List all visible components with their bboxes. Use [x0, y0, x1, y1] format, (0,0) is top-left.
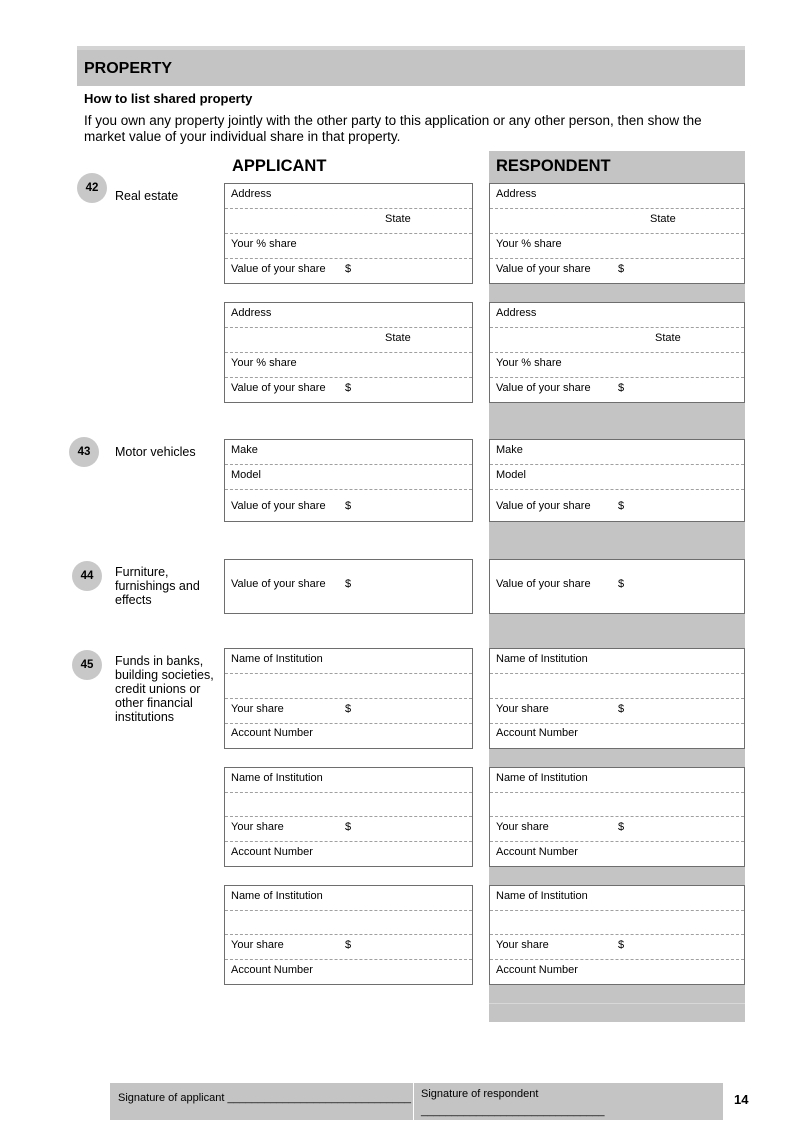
value-share-field[interactable]: Value of your share $: [231, 500, 352, 512]
respondent-signature-line: ______________________________: [421, 1105, 605, 1117]
value-share-field[interactable]: Value of your share $: [231, 382, 352, 394]
applicant-furniture: [224, 559, 473, 614]
your-share-field[interactable]: Your share $: [490, 935, 744, 960]
applicant-funds-1: [224, 648, 473, 749]
question-label-funds: Funds in banks, building societies, credit unions or other financial institutions: [115, 654, 214, 724]
state-field[interactable]: State: [225, 209, 472, 234]
respondent-real-estate-2: [489, 302, 745, 403]
account-number-field[interactable]: Account Number: [231, 727, 313, 739]
respondent-signature-label: Signature of respondent: [421, 1088, 539, 1100]
value-share-field[interactable]: Value of your share $: [496, 500, 625, 512]
institution-field-continued[interactable]: [225, 911, 472, 935]
percent-share-field[interactable]: Your % share: [490, 234, 744, 259]
applicant-real-estate-2: [224, 302, 473, 403]
value-share-field[interactable]: Value of your share $: [231, 263, 352, 275]
question-number-43: 43: [69, 437, 99, 467]
question-number-42: 42: [77, 173, 107, 203]
respondent-furniture: [489, 559, 745, 614]
your-share-field[interactable]: Your share $: [225, 699, 472, 724]
state-field[interactable]: State: [490, 209, 744, 234]
respondent-heading: RESPONDENT: [496, 157, 611, 175]
account-number-field[interactable]: Account Number: [231, 846, 313, 858]
address-field[interactable]: Address: [225, 184, 472, 209]
respondent-funds-1: [489, 648, 745, 749]
respondent-motor-vehicle: [489, 439, 745, 522]
make-field[interactable]: Make: [490, 440, 744, 465]
respondent-signature-block[interactable]: [421, 1086, 605, 1120]
institution-field-continued[interactable]: [490, 793, 744, 817]
model-field[interactable]: Model: [490, 465, 744, 490]
state-field[interactable]: State: [225, 328, 472, 353]
institution-field[interactable]: Name of Institution: [225, 886, 472, 911]
institution-field[interactable]: Name of Institution: [490, 649, 744, 674]
signature-divider: [413, 1083, 414, 1120]
institution-field[interactable]: Name of Institution: [490, 886, 744, 911]
question-number-44: 44: [72, 561, 102, 591]
address-field[interactable]: Address: [225, 303, 472, 328]
institution-field-continued[interactable]: [490, 674, 744, 699]
address-field[interactable]: Address: [490, 303, 744, 328]
question-number-45: 45: [72, 650, 102, 680]
applicant-real-estate-1: [224, 183, 473, 284]
applicant-funds-3: [224, 885, 473, 985]
account-number-field[interactable]: Account Number: [496, 964, 578, 976]
value-share-field[interactable]: Value of your share $: [231, 578, 352, 590]
account-number-field[interactable]: Account Number: [231, 964, 313, 976]
applicant-funds-2: [224, 767, 473, 867]
applicant-heading: APPLICANT: [232, 157, 327, 175]
applicant-motor-vehicle: [224, 439, 473, 522]
subheading: How to list shared property: [84, 91, 253, 106]
your-share-field[interactable]: Your share $: [225, 817, 472, 842]
account-number-field[interactable]: Account Number: [496, 727, 578, 739]
your-share-field[interactable]: Your share $: [490, 817, 744, 842]
percent-share-field[interactable]: Your % share: [490, 353, 744, 378]
respondent-real-estate-1: [489, 183, 745, 284]
make-field[interactable]: Make: [225, 440, 472, 465]
section-header: [77, 50, 745, 86]
applicant-signature-line[interactable]: Signature of applicant ______________________________: [118, 1092, 411, 1104]
value-share-field[interactable]: Value of your share $: [496, 382, 625, 394]
your-share-field[interactable]: Your share $: [490, 699, 744, 724]
address-field[interactable]: Address: [490, 184, 744, 209]
your-share-field[interactable]: Your share $: [225, 935, 472, 960]
model-field[interactable]: Model: [225, 465, 472, 490]
institution-field[interactable]: Name of Institution: [225, 649, 472, 674]
question-label-real-estate: Real estate: [115, 189, 179, 203]
respondent-divider: [489, 1003, 745, 1004]
institution-field-continued[interactable]: [225, 793, 472, 817]
respondent-funds-2: [489, 767, 745, 867]
institution-field-continued[interactable]: [225, 674, 472, 699]
institution-field[interactable]: Name of Institution: [490, 768, 744, 793]
section-title: PROPERTY: [84, 60, 173, 77]
institution-field-continued[interactable]: [490, 911, 744, 935]
respondent-funds-3: [489, 885, 745, 985]
value-share-field[interactable]: Value of your share $: [496, 263, 625, 275]
page-number: 14: [734, 1092, 749, 1107]
account-number-field[interactable]: Account Number: [496, 846, 578, 858]
value-share-field[interactable]: Value of your share $: [496, 578, 625, 590]
percent-share-field[interactable]: Your % share: [225, 353, 472, 378]
percent-share-field[interactable]: Your % share: [225, 234, 472, 259]
intro-text: If you own any property jointly with the other party to this application or any other person, then show the market value of your individual share in that property.: [84, 113, 702, 144]
question-label-furniture: Furniture, furnishings and effects: [115, 565, 200, 607]
institution-field[interactable]: Name of Institution: [225, 768, 472, 793]
state-field[interactable]: State: [490, 328, 744, 353]
signature-bar: [110, 1083, 723, 1120]
question-label-motor-vehicles: Motor vehicles: [115, 445, 196, 459]
